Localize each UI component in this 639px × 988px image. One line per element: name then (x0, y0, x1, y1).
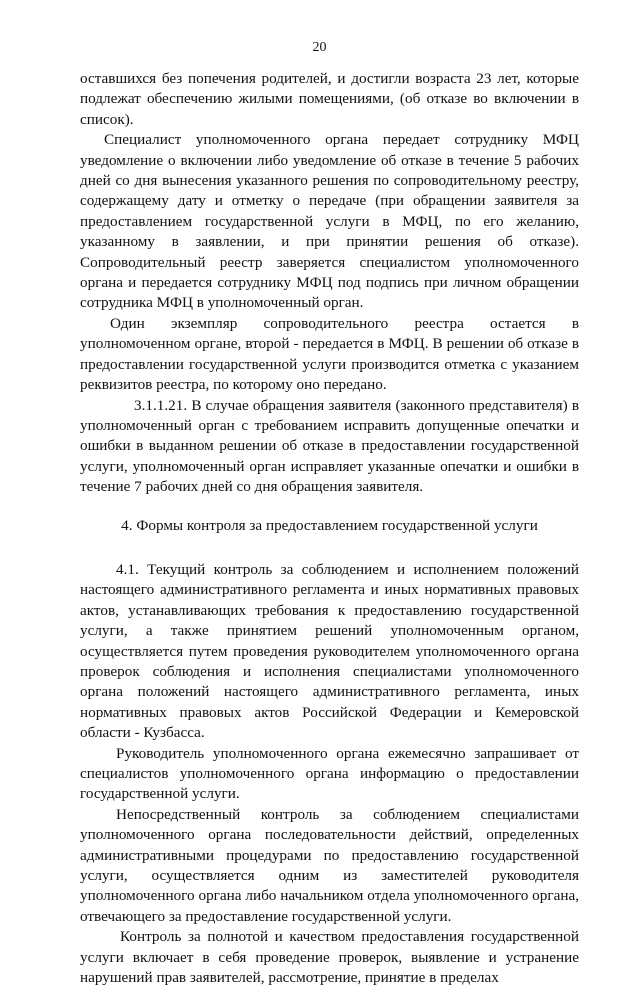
paragraph-7: Непосредственный контроль за соблюдением специалистами уполномоченного органа последовательности действий, определенных административными процедурами по предоставлению государственной услуги, осуществляется одним из заместителей руководителя уполномоченного органа либо начальником отдела уполномоченного органа, отвечающего за предоставление государственной услуги. (80, 805, 579, 925)
paragraph-1: оставшихся без попечения родителей, и достигли возраста 23 лет, которые подлежат обеспечению жилыми помещениями, (об отказе во включении в список). (80, 70, 579, 128)
paragraph-6: Руководитель уполномоченного органа ежемесячно запрашивает от специалистов уполномоченного органа информацию о предоставлении государственной услуги. (80, 744, 579, 803)
page-number: 20 (312, 40, 327, 55)
paragraph-5: 4.1. Текущий контроль за соблюдением и исполнением положений настоящего административного регламента и иных нормативных правовых актов, устанавливающих требования к предоставлению государственной услуги, а также принятием решений уполномоченным органом, осуществляется путем проведения руководителем уполномоченного органа проверок соблюдения и исполнения специалистами уполномоченного органа положений настоящего административного регламента, иных нормативных правовых актов Российской Федерации и Кемеровской области - Кузбасса. (80, 560, 579, 742)
paragraph-8: Контроль за полнотой и качеством предоставления государственной услуги включает в себя проведение проверок, выявление и устранение нарушений прав заявителей, рассмотрение, принятие в пределах (80, 928, 579, 987)
paragraph-2: Специалист уполномоченного органа передает сотруднику МФЦ уведомление о включении либо уведомление об отказе в течение 5 рабочих дней со дня вынесения указанного решения по сопроводительному реестру, содержащему дату и отметку о передаче (при обращении заявителя за предоставлением государственной услуги в МФЦ, по его желанию, указанному в заявлении, и при принятии решения об отказе). Сопроводительный реестр заверяется специалистом уполномоченного органа и передается сотруднику МФЦ под подпись при личном обращении сотрудника МФЦ в уполномоченный орган. (80, 131, 579, 312)
paragraph-3: Один экземпляр сопроводительного реестра остается в уполномоченном органе, второй - передается в МФЦ. В решении об отказе в предоставлении государственной услуги производится отметка с указанием реквизитов реестра, по которому оно передано. (80, 314, 579, 394)
document-body (80, 69, 579, 988)
paragraph-4: 3.1.1.21. В случае обращения заявителя (законного представителя) в уполномоченный орган с требованием исправить допущенные опечатки и ошибки в выданном решении об отказе в предоставлении государственной услуги, уполномоченный орган исправляет указанные опечатки и ошибки в течение 7 рабочих дней со дня обращения заявителя. (80, 396, 579, 496)
section-heading: 4. Формы контроля за предоставлением государственной услуги (121, 516, 538, 534)
